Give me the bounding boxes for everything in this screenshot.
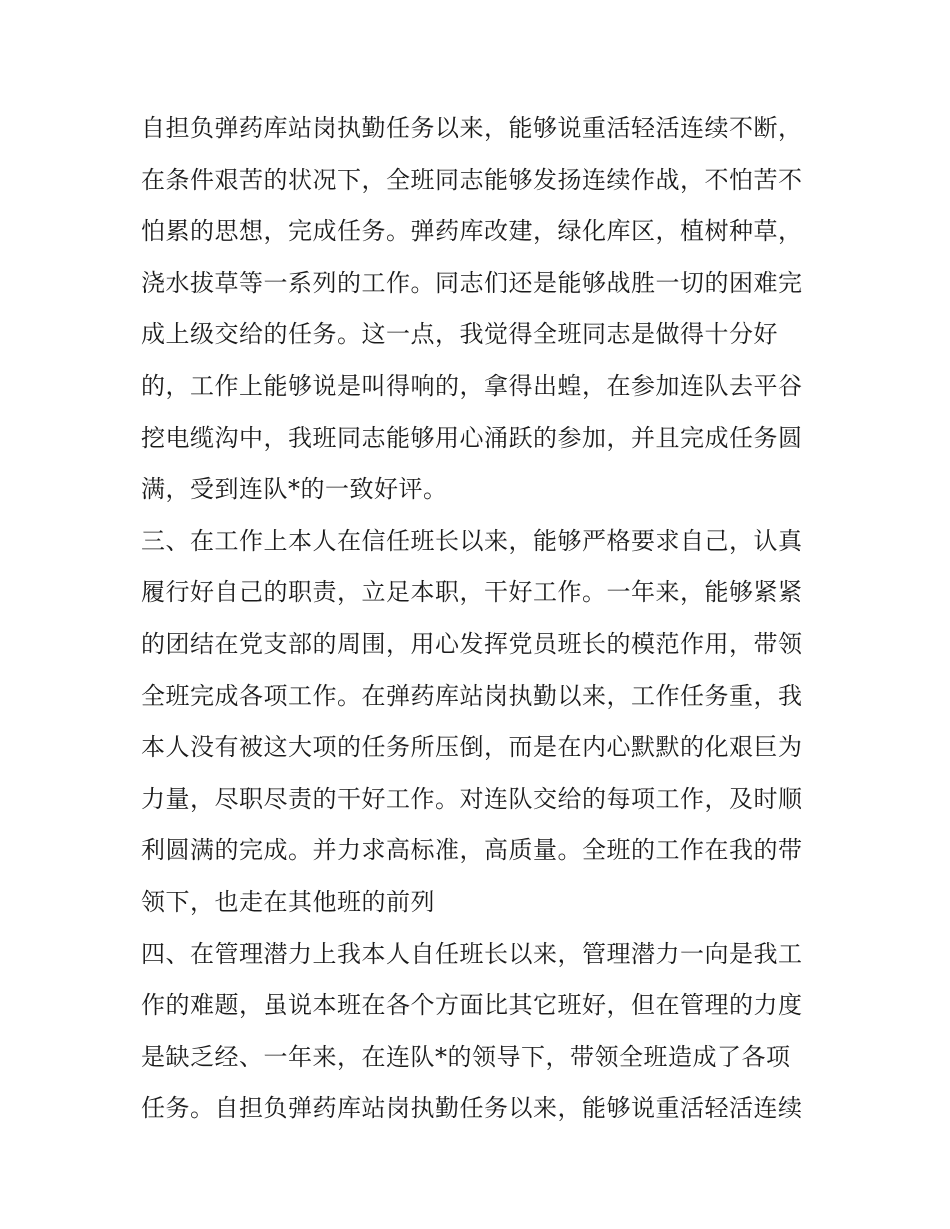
text-line: 满，受到连队*的一致好评。 <box>141 475 448 504</box>
text-line: 在条件艰苦的状况下，全班同志能够发扬连续作战，不怕苦不 <box>141 165 803 194</box>
text-line: 领下，也走在其他班的前列 <box>141 887 435 916</box>
text-line: 作的难题，虽说本班在各个方面比其它班好，但在管理的力度 <box>141 991 803 1020</box>
text-line: 的，工作上能够说是叫得响的，拿得出蝗，在参加连队去平谷 <box>141 371 803 400</box>
text-line: 本人没有被这大项的任务所压倒，而是在内心默默的化艰巨为 <box>141 733 803 762</box>
text-line: 力量，尽职尽责的干好工作。对连队交给的每项工作，及时顺 <box>141 784 803 813</box>
text-line: 挖电缆沟中，我班同志能够用心涌跃的参加，并且完成任务圆 <box>141 423 803 452</box>
body-text <box>141 103 821 1135</box>
text-line: 任务。自担负弹药库站岗执勤任务以来，能够说重活轻活连续 <box>141 1094 803 1123</box>
text-line: 怕累的思想，完成任务。弹药库改建，绿化库区，植树种草， <box>141 217 803 246</box>
text-line: 利圆满的完成。并力求高标准，高质量。全班的工作在我的带 <box>141 836 803 865</box>
text-line: 四、在管理潜力上我本人自任班长以来，管理潜力一向是我工 <box>141 939 803 968</box>
text-line: 成上级交给的任务。这一点，我觉得全班同志是做得十分好 <box>141 320 778 349</box>
text-line: 的团结在党支部的周围，用心发挥党员班长的模范作用，带领 <box>141 629 803 658</box>
text-line: 是缺乏经、一年来，在连队*的领导下，带领全班造成了各项 <box>141 1042 791 1071</box>
text-line: 全班完成各项工作。在弹药库站岗执勤以来，工作任务重，我 <box>141 681 803 710</box>
text-line: 三、在工作上本人在信任班长以来，能够严格要求自己，认真 <box>141 526 803 555</box>
text-line: 履行好自己的职责，立足本职，干好工作。一年来，能够紧紧 <box>141 578 803 607</box>
text-line: 自担负弹药库站岗执勤任务以来，能够说重活轻活连续不断， <box>141 114 803 142</box>
text-line: 浇水拔草等一系列的工作。同志们还是能够战胜一切的困难完 <box>141 268 803 297</box>
